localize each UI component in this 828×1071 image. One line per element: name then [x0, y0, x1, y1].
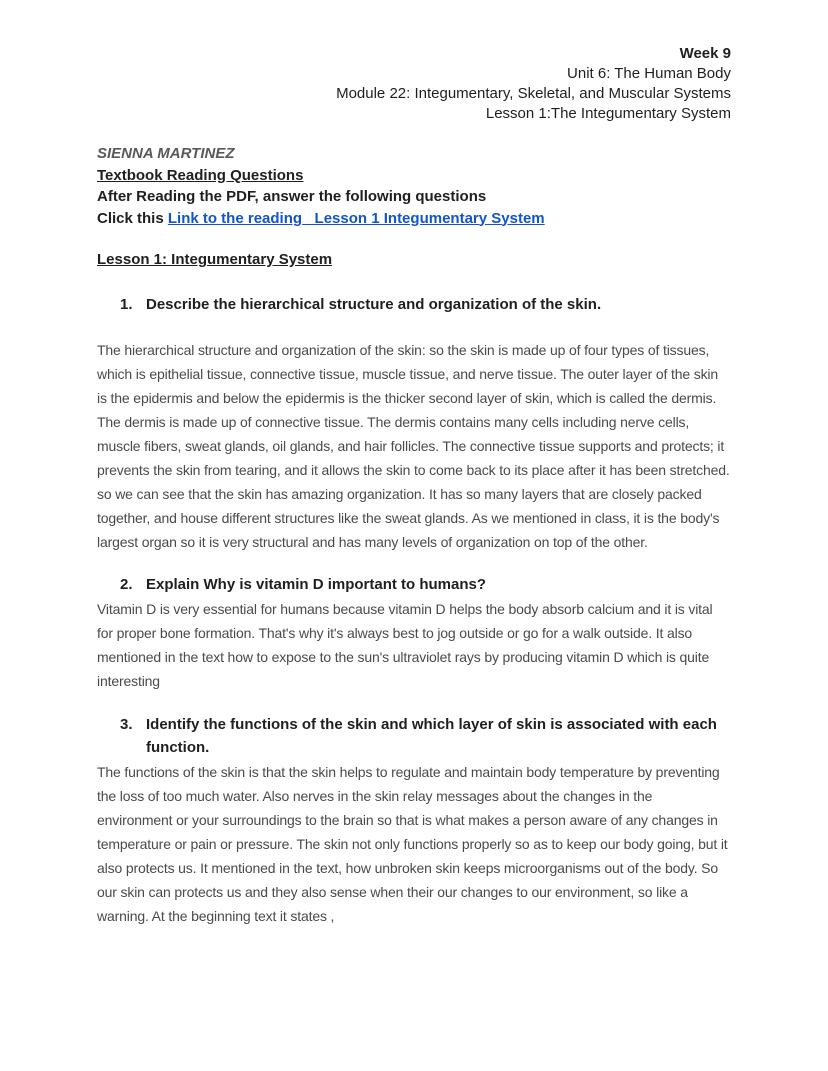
link-prefix: Click this	[97, 209, 164, 227]
question-1-number: 1.	[120, 295, 133, 313]
instruction-text: After Reading the PDF, answer the following questions	[97, 188, 487, 205]
answer-1: The hierarchical structure and organization of the skin: so the skin is made up of four types of tissues, which is epithelial tissue, connective tissue, muscle tissue, and nerve tissue. The outer layer of the skin is the epidermis and below the epidermis is the thicker second layer of skin, which is called the dermis. The dermis is made up of connective tissue. The dermis contains many cells including nerve cells, muscle fibers, sweat glands, oil glands, and hair follicles. The connective tissue supports and protects; it prevents the skin from tearing, and it allows the skin to come back to its place after it has been stretched. so we can see that the skin has amazing organization. It has so many layers that are closely packed together, and house different structures like the sweat glands. As we mentioned in class, it is the body's largest organ so it is very structural and has many levels of organization on top of the other.	[97, 341, 730, 550]
question-2-text: Explain Why is vitamin D important to humans?	[146, 575, 487, 593]
link-line	[97, 208, 731, 230]
question-2-number: 2.	[120, 575, 133, 593]
header-week: Week 9	[679, 45, 731, 62]
header-module: Module 22: Integumentary, Skeletal, and Muscular Systems	[336, 85, 731, 102]
question-3	[97, 713, 731, 759]
student-name: SIENNA MARTINEZ	[97, 145, 235, 162]
answer-2: Vitamin D is very essential for humans because vitamin D helps the body absorb calcium and it is vital for proper bone formation. That's why it's always best to jog outside or go for a walk outside. It also mentioned in the text how to expose to the sun's ultraviolet rays by producing vitamin D which is quite interesting	[97, 600, 713, 689]
header-unit: Unit 6: The Human Body	[567, 65, 731, 82]
assignment-header	[97, 44, 731, 124]
section-title: Textbook Reading Questions	[97, 166, 304, 184]
question-1-text: Describe the hierarchical structure and organization of the skin.	[146, 295, 602, 313]
meta-block	[97, 143, 731, 229]
header-lesson: Lesson 1:The Integumentary System	[485, 105, 731, 122]
question-block-3	[97, 713, 731, 928]
reading-link[interactable]: Link to the reading_ Lesson 1 Integumentary System	[167, 209, 545, 227]
question-block-1	[97, 293, 731, 554]
question-block-2	[97, 573, 731, 693]
lesson-heading: Lesson 1: Integumentary System	[97, 251, 333, 268]
question-2	[97, 573, 731, 596]
question-3-number: 3.	[120, 715, 133, 733]
answer-3: The functions of the skin is that the skin helps to regulate and maintain body temperature by preventing the loss of too much water. Also nerves in the skin relay messages about the changes in the environment or your surroundings to the brain so that is what makes a person aware of any changes in temperature or pain or pressure. The skin not only functions properly so as to keep our body going, but it also protects us. It mentioned in the text, how unbroken skin keeps microorganisms out of the body. So our skin can protects us and they also sense when their our changes to our environment, so like a warning. At the beginning text it states ,	[97, 763, 728, 924]
question-1	[97, 293, 731, 316]
question-3-text: Identify the functions of the skin and which layer of skin is associated with each function.	[146, 715, 717, 756]
